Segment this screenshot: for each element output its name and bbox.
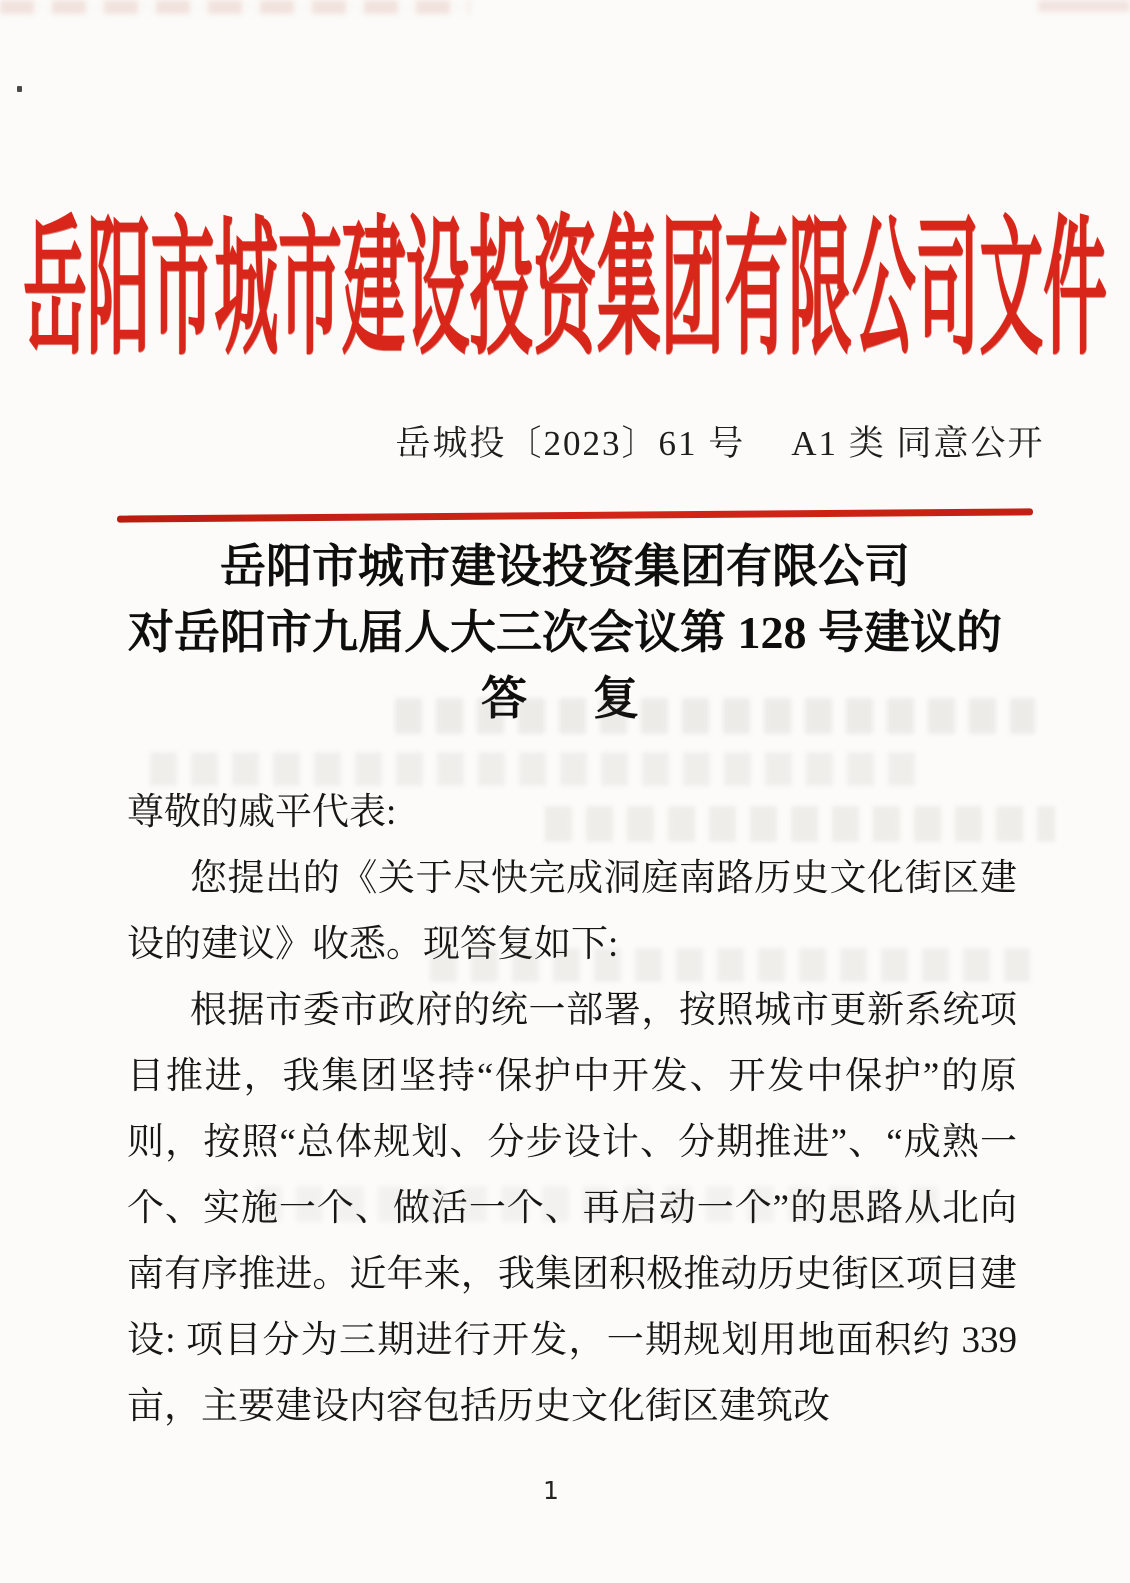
- page-number: 1: [543, 1476, 559, 1505]
- letterhead-title: 岳阳市城市建设投资集团有限公司文件: [23, 207, 1107, 373]
- title-line-3: 答 复: [481, 673, 649, 724]
- letterhead: [0, 206, 1130, 374]
- scan-artifact-top-left: [0, 0, 470, 14]
- document-title: [0, 534, 1130, 732]
- doc-number-row: [0, 416, 1130, 466]
- document-body: [127, 780, 1017, 1440]
- title-line-1: 岳阳市城市建设投资集团有限公司: [220, 541, 910, 592]
- body-paragraph-1: 您提出的《关于尽快完成洞庭南路历史文化街区建设的建议》收悉。现答复如下:: [127, 858, 1017, 965]
- title-line-2: 对岳阳市九届人大三次会议第 128 号建议的: [128, 607, 1002, 658]
- red-separator-line: [117, 508, 1033, 522]
- scan-speck: [17, 86, 22, 92]
- body-paragraph-2: 根据市委市政府的统一部署，按照城市更新系统项目推进，我集团坚持“保护中开发、开发中保护”的原则，按照“总体规划、分步设计、分期推进”、“成熟一个、实施一个、做活一个、再启动一个”的思路从北向南有序推进。近年来，我集团积极推动历史街区项目建设: 项目分为三期进行开发，一期规划用地面积约 339 亩，主要建设内容包括历史文化街区建筑改: [127, 990, 1017, 1427]
- classification-label: A1 类 同意公开: [791, 424, 1045, 463]
- doc-number: 岳城投〔2023〕61 号: [395, 424, 746, 463]
- salutation: 尊敬的戚平代表:: [127, 792, 397, 833]
- scan-artifact-top-right: [1038, 0, 1130, 12]
